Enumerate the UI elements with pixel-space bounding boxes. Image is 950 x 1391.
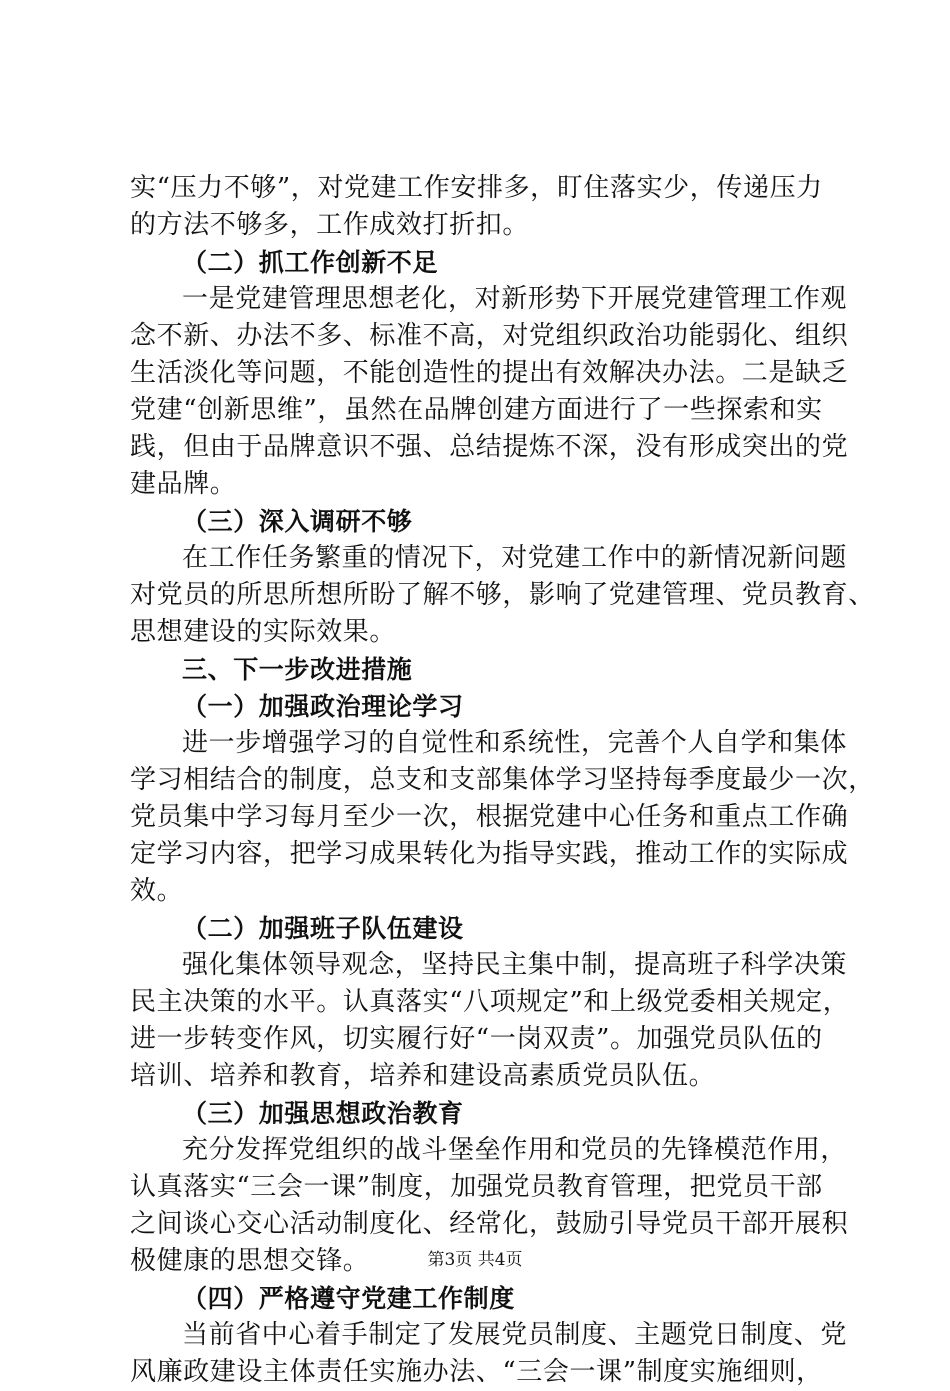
body-text-line: 的方法不够多，工作成效打折扣。 [130,210,530,240]
body-text-line: 之间谈心交心活动制度化、经常化，鼓励引导党员干部开展积 [130,1209,849,1239]
body-text-line: 践，但由于品牌意识不强、总结提炼不深，没有形成突出的党 [130,432,849,462]
body-text-line: 进一步增强学习的自觉性和系统性，完善个人自学和集体 [182,728,848,758]
section-heading: （二）抓工作创新不足 [182,248,439,277]
body-text-line: 党员集中学习每月至少一次，根据党建中心任务和重点工作确 [130,802,849,832]
body-text-line: 学习相结合的制度，总支和支部集体学习坚持每季度最少一次， [130,765,875,795]
body-text-line: 民主决策的水平。认真落实“八项规定”和上级党委相关规定， [130,987,850,1017]
body-text-line: 实“压力不够”，对党建工作安排多，盯住落实少，传递压力 [130,173,823,203]
page-number-label: 第3页 共4页 [427,1250,523,1270]
body-text-line: 效。 [130,876,184,906]
body-text-line: 风廉政建设主体责任实施办法、“三会一课”制度实施细则， [130,1357,823,1387]
body-text-line: 定学习内容，把学习成果转化为指导实践，推动工作的实际成 [130,839,849,869]
body-text-line: 建品牌。 [130,469,237,499]
body-text-line: 充分发挥党组织的战斗堡垒作用和党员的先锋模范作用， [182,1135,848,1165]
body-text-line: 培训、培养和教育，培养和建设高素质党员队伍。 [130,1061,716,1091]
body-text-line: 思想建设的实际效果。 [130,617,397,647]
body-text-line: 生活淡化等问题，不能创造性的提出有效解决办法。二是缺乏 [130,358,849,388]
section-heading: （三）加强思想政治教育 [182,1099,464,1128]
body-text-line: 认真落实“三会一课”制度，加强党员教育管理，把党员干部 [130,1172,823,1202]
section-heading: （二）加强班子队伍建设 [182,914,464,943]
body-text-line: 在工作任务繁重的情况下，对党建工作中的新情况新问题 [182,543,848,573]
section-heading: （四）严格遵守党建工作制度 [182,1284,515,1313]
chapter-heading: 三、下一步改进措施 [182,655,413,684]
body-text-line: 当前省中心着手制定了发展党员制度、主题党日制度、党 [182,1320,848,1350]
body-text-line: 念不新、办法不多、标准不高，对党组织政治功能弱化、组织 [130,321,849,351]
body-text-line: 极健康的思想交锋。 [130,1246,370,1276]
body-text-line: 一是党建管理思想老化，对新形势下开展党建管理工作观 [182,284,848,314]
page-footer [0,1245,950,1270]
section-heading: （一）加强政治理论学习 [182,692,464,721]
body-text-line: 强化集体领导观念，坚持民主集中制，提高班子科学决策 [182,950,848,980]
document-body [130,170,875,1391]
section-heading: （三）深入调研不够 [182,507,413,536]
body-text-line: 进一步转变作风，切实履行好“一岗双责”。加强党员队伍的 [130,1024,823,1054]
body-text-line: 党建“创新思维”，虽然在品牌创建方面进行了一些探索和实 [130,395,823,425]
body-text-line: 对党员的所思所想所盼了解不够，影响了党建管理、党员教育、 [130,580,875,610]
